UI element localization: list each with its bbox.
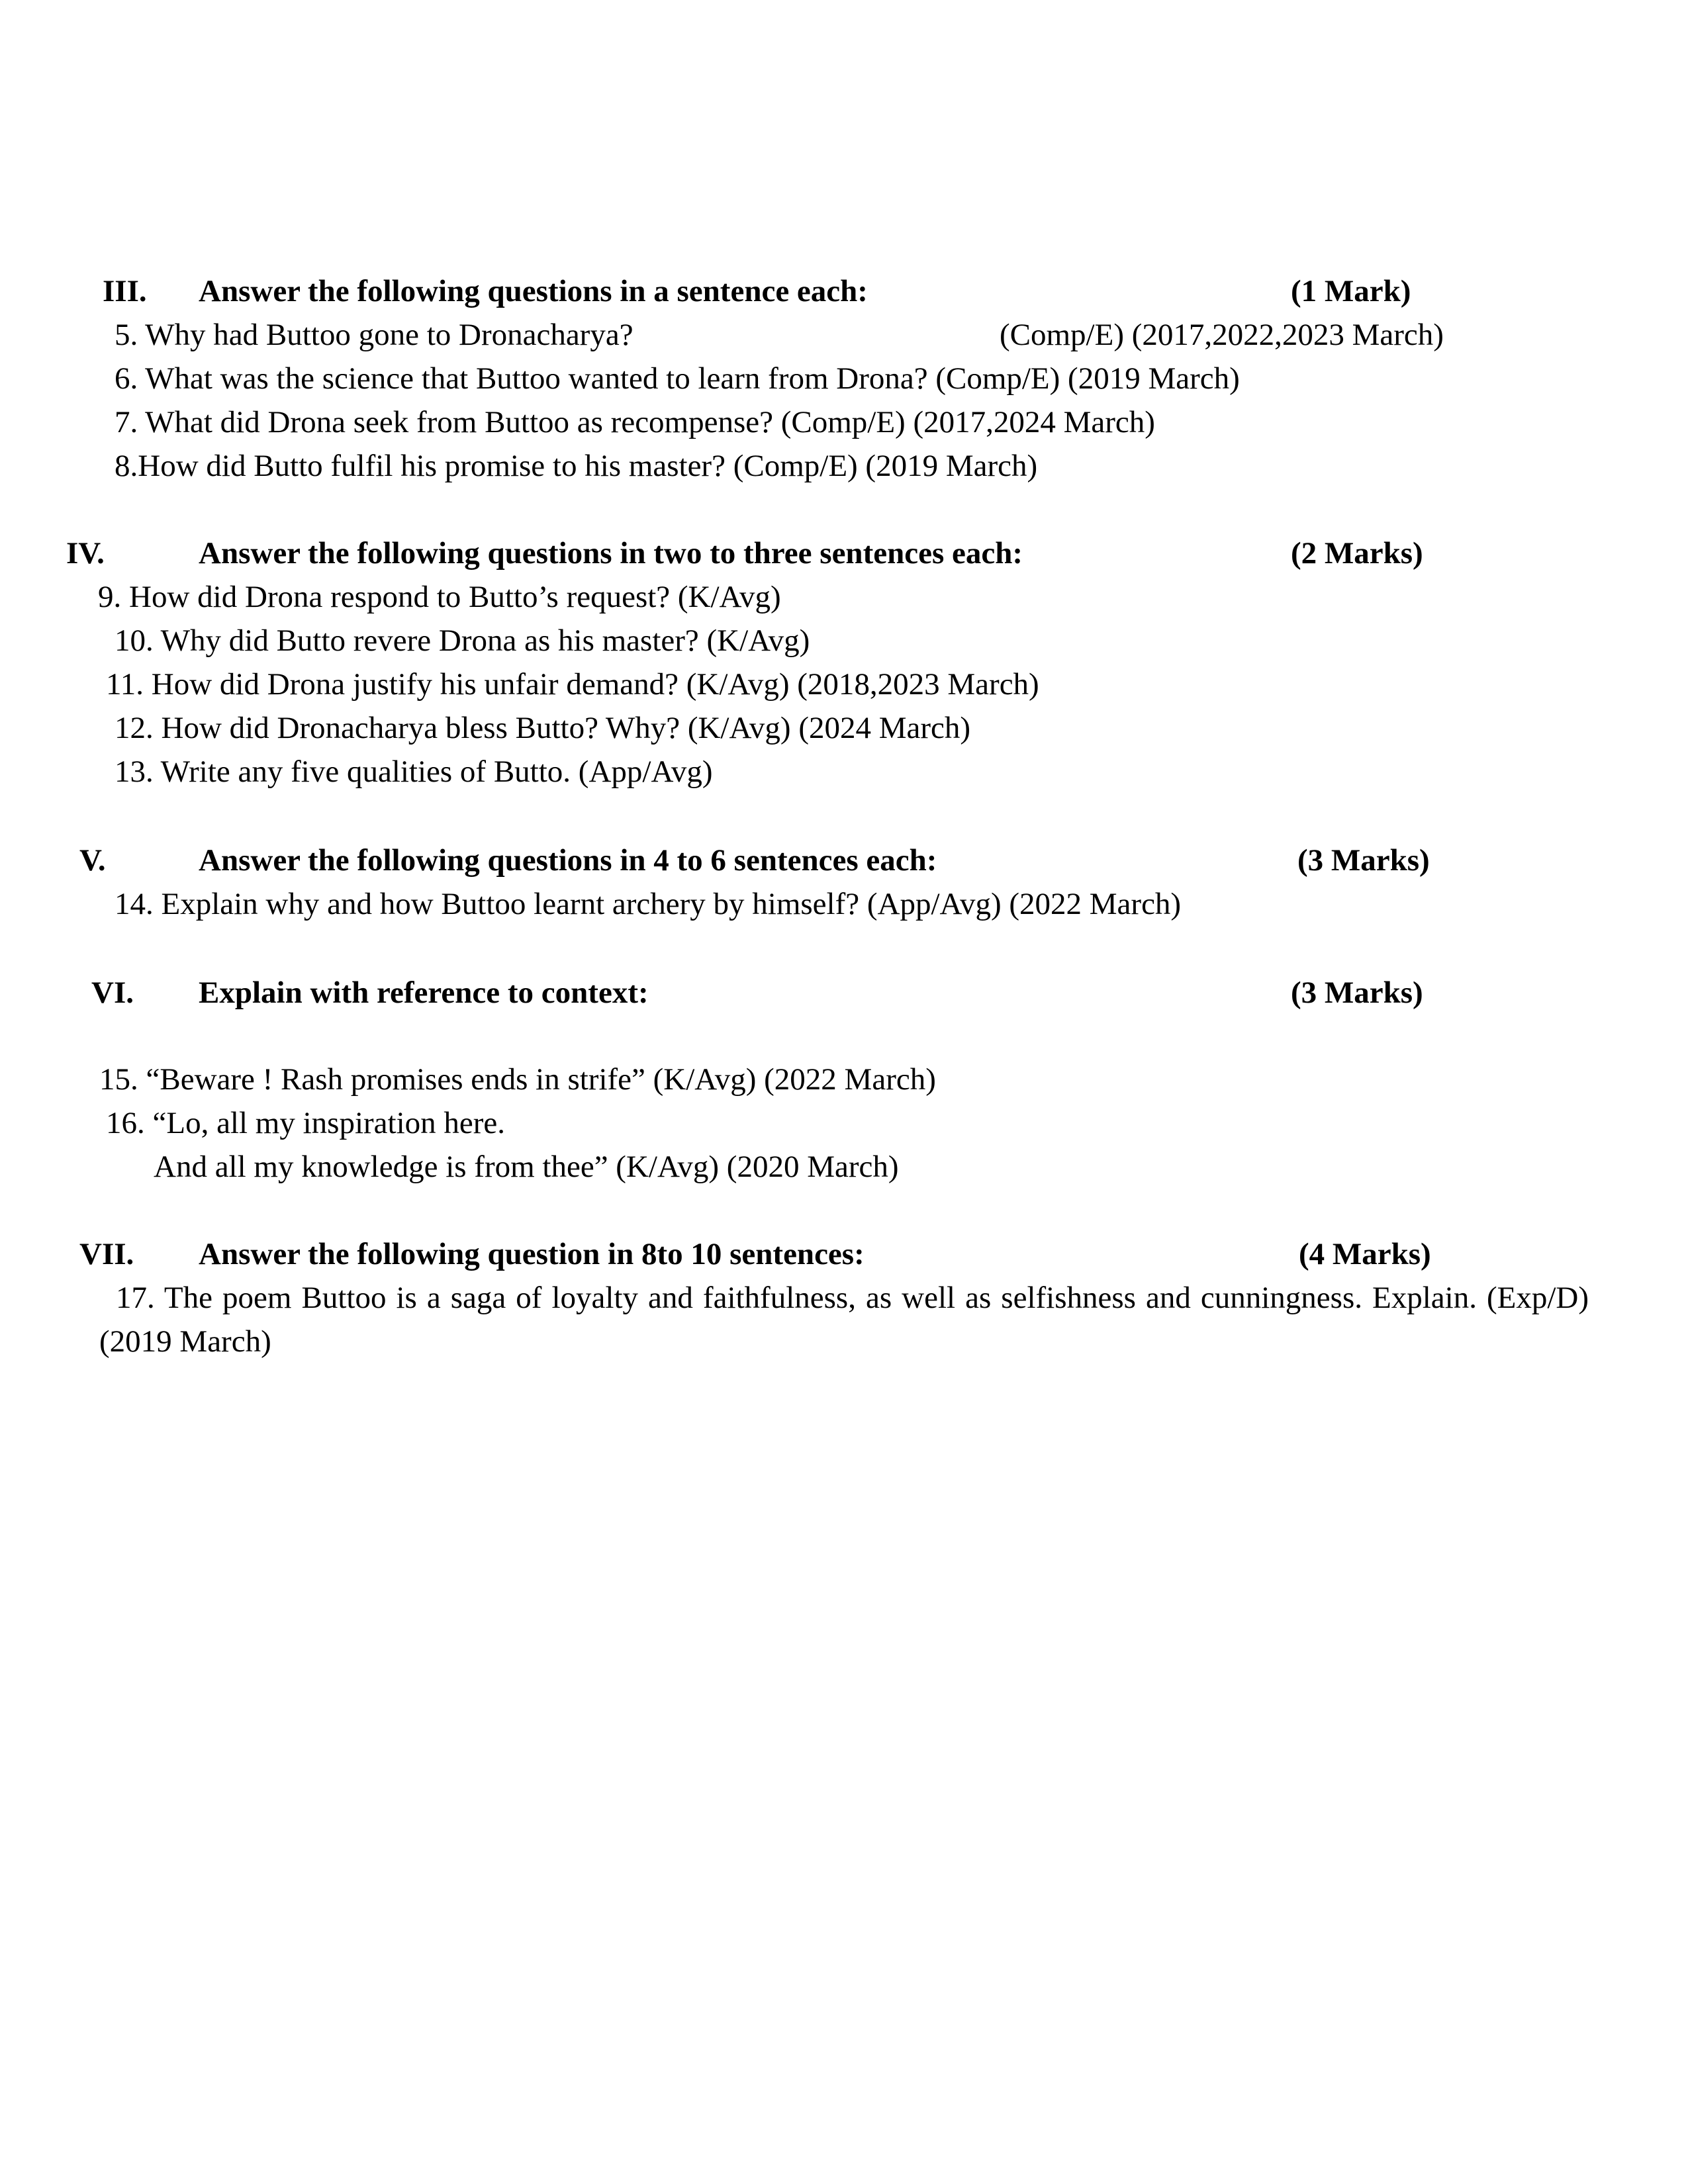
section-numeral: III. (103, 274, 147, 308)
question-10: 10. Why did Butto revere Drona as his master? (K/Avg) (115, 623, 810, 658)
section-heading: Answer the following questions in a sentence each: (199, 274, 868, 308)
section-marks: (4 Marks) (1299, 1237, 1431, 1271)
section-marks: (1 Mark) (1291, 274, 1411, 308)
question-13: 13. Write any five qualities of Butto. (App/Avg) (115, 754, 713, 789)
section-numeral: IV. (66, 536, 105, 570)
question-14: 14. Explain why and how Buttoo learnt archery by himself? (App/Avg) (2022 March) (115, 887, 1182, 921)
question-15: 15. “Beware ! Rash promises ends in strife” (K/Avg) (2022 March) (99, 1062, 936, 1097)
question-17: 17. The poem Buttoo is a saga of loyalty and faithfulness, as well as selfishness and cunningness. Explain. (Exp/D) (2019 March) (99, 1281, 1589, 1359)
section-numeral: V. (79, 843, 106, 878)
question-11: 11. How did Drona justify his unfair demand? (K/Avg) (2018,2023 March) (106, 667, 1039, 702)
question-9: 9. How did Drona respond to Butto’s request? (K/Avg) (98, 580, 781, 614)
section-heading: Answer the following questions in two to three sentences each: (199, 536, 1023, 570)
question-5: 5. Why had Buttoo gone to Dronacharya? (115, 318, 633, 352)
question-12: 12. How did Dronacharya bless Butto? Why? (K/Avg) (2024 March) (115, 711, 971, 745)
section-marks: (3 Marks) (1297, 843, 1430, 878)
section-numeral: VII. (79, 1237, 134, 1271)
question-6: 6. What was the science that Buttoo wanted to learn from Drona? (Comp/E) (2019 March) (115, 361, 1240, 396)
section-heading: Answer the following questions in 4 to 6 sentences each: (199, 843, 937, 878)
section-heading: Explain with reference to context: (199, 976, 649, 1010)
question-5-tag: (Comp/E) (2017,2022,2023 March) (1000, 318, 1444, 352)
question-7: 7. What did Drona seek from Buttoo as recompense? (Comp/E) (2017,2024 March) (115, 405, 1155, 439)
question-16-continued: And all my knowledge is from thee” (K/Avg) (2020 March) (154, 1150, 899, 1184)
question-8: 8.How did Butto fulfil his promise to his master? (Comp/E) (2019 March) (115, 449, 1038, 483)
question-16: 16. “Lo, all my inspiration here. (106, 1106, 506, 1140)
section-heading: Answer the following question in 8to 10 sentences: (199, 1237, 865, 1271)
section-numeral: VI. (91, 976, 134, 1010)
section-marks: (2 Marks) (1291, 536, 1423, 570)
section-marks: (3 Marks) (1291, 976, 1423, 1010)
